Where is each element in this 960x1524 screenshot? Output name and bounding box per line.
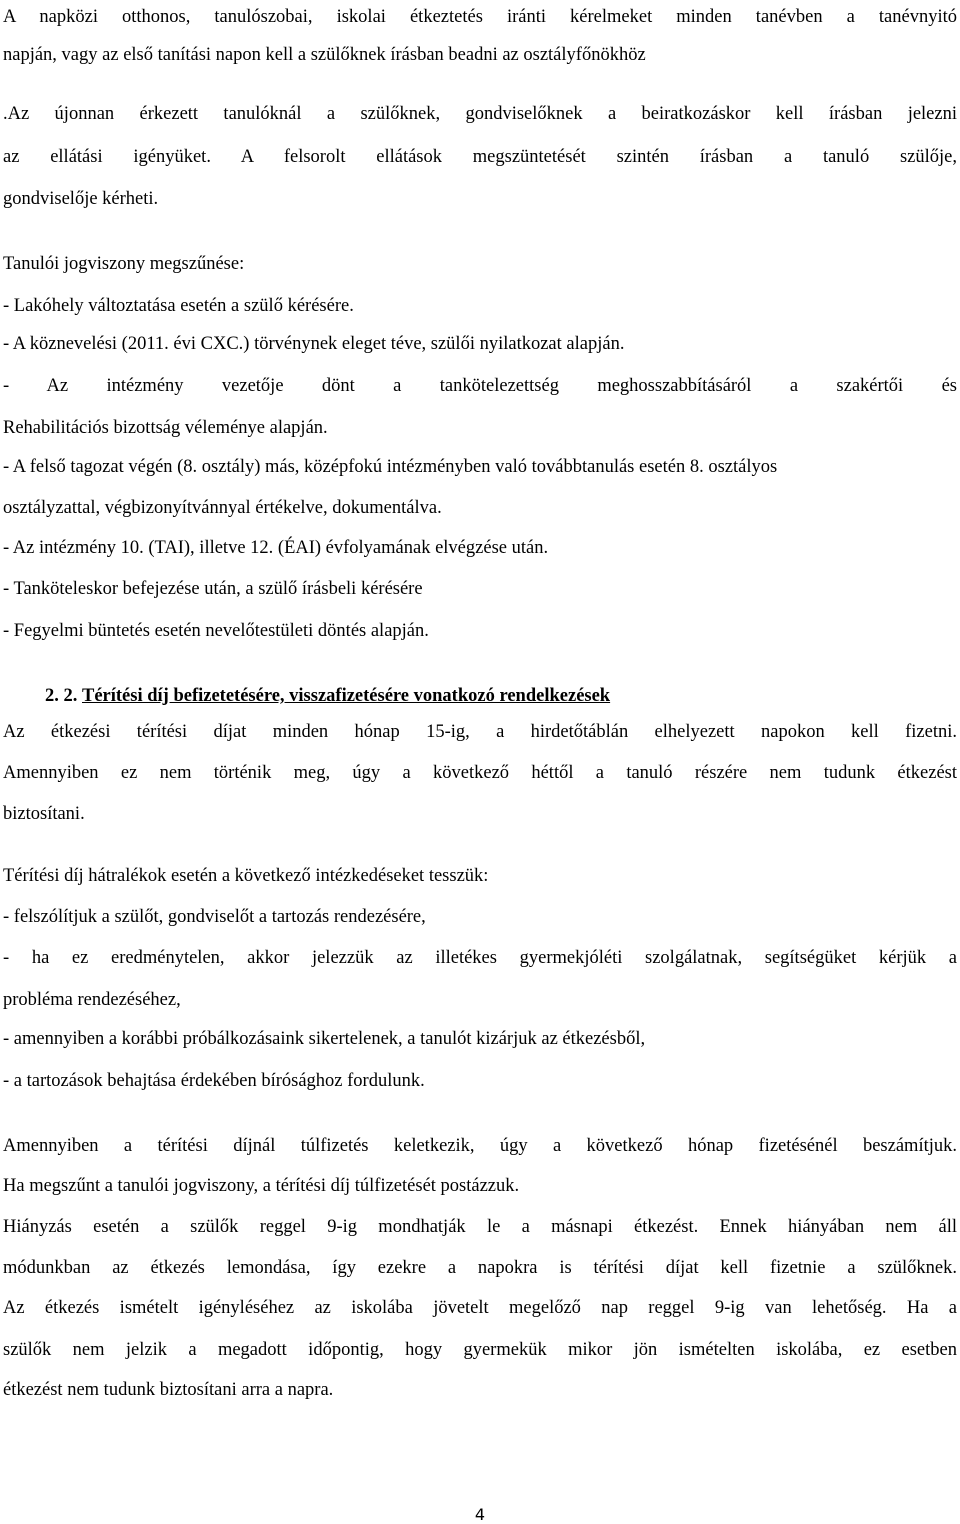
arrears-item: - a tartozások behajtása érdekében bírósághoz fordulunk. [3, 1071, 425, 1091]
paragraph-line: gondviselője kérheti. [3, 189, 159, 209]
arrears-item: - ha ez eredménytelen, akkor jelezzük az illetékes gyermekjóléti szolgálatnak, segítségüket kérjük a [3, 948, 957, 968]
termination-item: - A köznevelési (2011. évi CXC.) törvénynek eleget téve, szülői nyilatkozat alapján. [3, 334, 625, 354]
arrears-item: - amennyiben a korábbi próbálkozásaink sikertelenek, a tanulót kizárjuk az étkezésből, [3, 1029, 646, 1049]
termination-item: - Tanköteleskor befejezése után, a szülő írásbeli kérésére [3, 579, 423, 599]
page-number: 4 [474, 1505, 486, 1524]
section-heading [45, 685, 610, 707]
paragraph-line: szülők nem jelzik a megadott időpontig, hogy gyermekük mikor jön ismételten iskolába, ez esetben [3, 1340, 957, 1360]
termination-title: Tanulói jogviszony megszűnése: [3, 254, 245, 274]
termination-item: - A felső tagozat végén (8. osztály) más, középfokú intézményben való továbbtanulás esetén 8. osztályos [3, 457, 778, 477]
paragraph-line: módunkban az étkezés lemondása, így ezekre a napokra is térítési díjat kell fizetnie a szülőknek. [3, 1258, 957, 1278]
arrears-title-text: Térítési díj hátralékok esetén a következő intézkedéseket tesszük: [3, 866, 489, 886]
termination-item: - Lakóhely változtatása esetén a szülő kérésére. [3, 296, 354, 316]
paragraph-line: .Az újonnan érkezett tanulóknál a szülőknek, gondviselőknek a beiratkozáskor kell írásban jelezni [3, 104, 957, 124]
section-number: 2. 2. [45, 686, 78, 706]
termination-item: - Az intézmény vezetője dönt a tankötelezettség meghosszabbításáról a szakértői és [3, 376, 957, 396]
paragraph-line: Hiányzás esetén a szülők reggel 9-ig mondhatják le a másnapi étkezést. Ennek hiányában nem áll [3, 1217, 957, 1237]
paragraph-line: Ha megszűnt a tanulói jogviszony, a térítési díj túlfizetését postázzuk. [3, 1176, 520, 1196]
section-title: Térítési díj befizetetésére, visszafizetésére vonatkozó rendelkezések [82, 686, 611, 706]
arrears-title [3, 865, 488, 887]
paragraph-line: étkezést nem tudunk biztosítani arra a napra. [3, 1380, 334, 1400]
paragraph-line: Amennyiben ez nem történik meg, úgy a következő héttől a tanuló részére nem tudunk étkezést [3, 763, 957, 783]
paragraph-line: Az étkezési térítési díjat minden hónap 15-ig, a hirdetőtáblán elhelyezett napokon kell fizetni. [3, 722, 957, 742]
paragraph-line: Amennyiben a térítési díjnál túlfizetés keletkezik, úgy a következő hónap fizetésénél beszámítjuk. [3, 1136, 957, 1156]
termination-item: - Az intézmény 10. (TAI), illetve 12. (ÉAI) évfolyamának elvégzése után. [3, 538, 549, 558]
paragraph-line: Az étkezés ismételt igényléséhez az iskolába jövetelt megelőző nap reggel 9-ig van lehetőség. Ha a [3, 1298, 957, 1318]
arrears-item: probléma rendezéséhez, [3, 990, 181, 1010]
termination-item: - Fegyelmi büntetés esetén nevelőtestületi döntés alapján. [3, 621, 429, 641]
paragraph-line: az ellátási igényüket. A felsorolt ellátások megszüntetését szintén írásban a tanuló szülője, [3, 147, 957, 167]
termination-item: osztályzattal, végbizonyítvánnyal értékelve, dokumentálva. [3, 498, 442, 518]
paragraph-line: A napközi otthonos, tanulószobai, iskolai étkeztetés iránti kérelmeket minden tanévben a tanévnyitó [3, 7, 957, 27]
termination-item: Rehabilitációs bizottság véleménye alapján. [3, 418, 328, 438]
arrears-item: - felszólítjuk a szülőt, gondviselőt a tartozás rendezésére, [3, 907, 426, 927]
paragraph-line: napján, vagy az első tanítási napon kell a szülőknek írásban beadni az osztályfőnökhöz [3, 45, 646, 65]
paragraph-line: biztosítani. [3, 804, 85, 824]
